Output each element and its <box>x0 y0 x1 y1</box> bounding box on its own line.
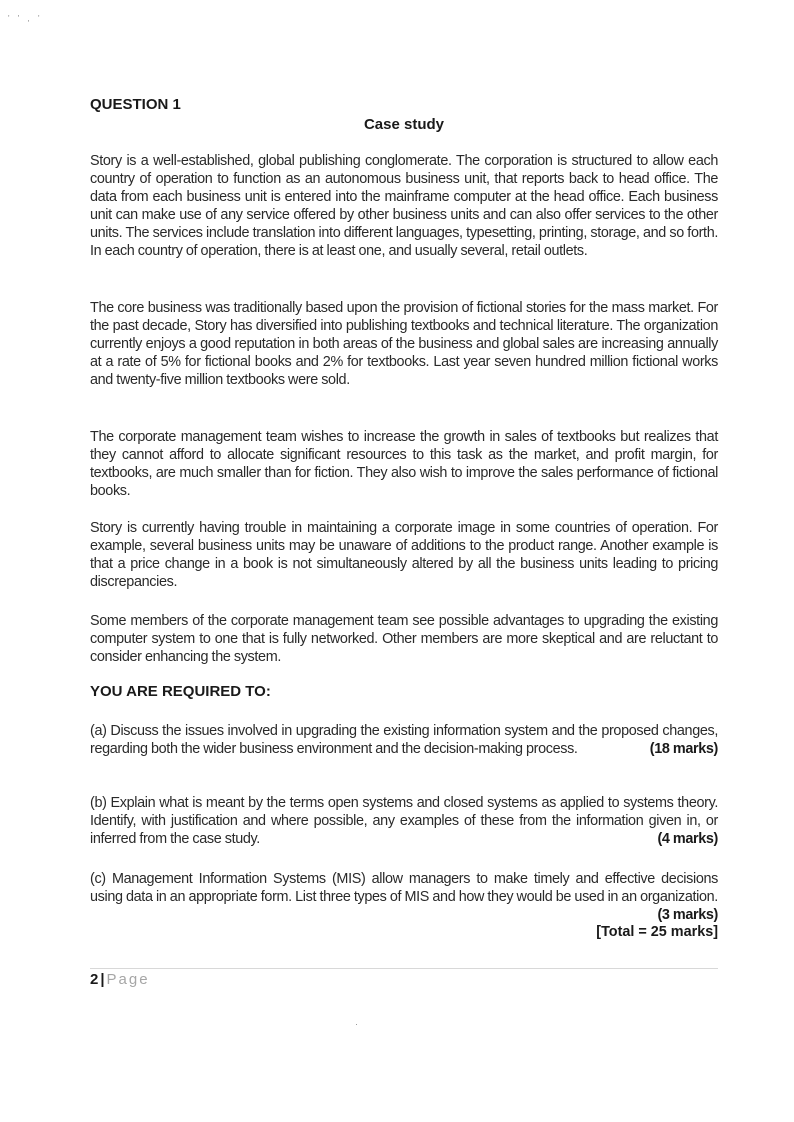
page-footer <box>90 971 150 988</box>
page-label: Page <box>106 971 150 988</box>
requirement-a-text: (a) Discuss the issues involved in upgrading the existing information system and the proposed changes, regarding both the wider business environment and the decision-making process. <box>90 723 718 758</box>
requirement-b-marks: (4 marks) <box>657 831 718 848</box>
page-number: 2 <box>90 971 99 988</box>
total-marks: [Total = 25 marks] <box>596 924 718 940</box>
requirements-heading: YOU ARE REQUIRED TO: <box>90 683 271 700</box>
scan-artifact: ' ' , ' <box>8 14 43 23</box>
requirement-a <box>90 722 718 758</box>
requirement-b-text: (b) Explain what is meant by the terms open systems and closed systems as applied to systems theory. Identify, with justification and where possible, any examples of these from the information given in, or inferred from the case study. <box>90 795 718 848</box>
case-paragraph-4: Story is currently having trouble in maintaining a corporate image in some countries of operation. For example, several business units may be unaware of additions to the product range. Another example is that a price change in a book is not simultaneously altered by all the business units leading to pricing discrepancies. <box>90 520 718 591</box>
question-title: QUESTION 1 <box>90 96 181 113</box>
case-study-heading: Case study <box>363 116 445 133</box>
case-paragraph-2: The core business was traditionally based upon the provision of fictional stories for the mass market. For the past decade, Story has diversified into publishing textbooks and technical literature. The organization currently enjoys a good reputation in both areas of the business and global sales are increasing annually at a rate of 5% for fictional books and 2% for textbooks. Last year seven hundred million fictional works and twenty-five million textbooks were sold. <box>90 300 718 389</box>
requirement-c-text: (c) Management Information Systems (MIS) allow managers to make timely and effective decisions using data in an appropriate form. List three types of MIS and how they would be used in an organization. <box>90 871 718 906</box>
requirement-c <box>90 870 718 924</box>
case-paragraph-3: The corporate management team wishes to increase the growth in sales of textbooks but realizes that they cannot afford to allocate significant resources to this task as the market, and profit margin, for textbooks, are much smaller than for fiction. They also wish to improve the sales performance of fictional books. <box>90 429 718 500</box>
requirement-c-marks: (3 marks) <box>657 907 718 924</box>
footer-separator: | <box>100 971 105 988</box>
scan-speck <box>356 1024 357 1025</box>
requirement-a-marks: (18 marks) <box>649 741 718 758</box>
requirement-b <box>90 794 718 848</box>
footer-divider <box>90 968 718 969</box>
case-paragraph-5: Some members of the corporate management team see possible advantages to upgrading the existing computer system to one that is fully networked. Other members are more skeptical and are reluctant to consider enhancing the system. <box>90 613 718 666</box>
case-paragraph-1: Story is a well-established, global publishing conglomerate. The corporation is structured to allow each country of operation to function as an autonomous business unit, that reports back to head office. The data from each business unit is entered into the mainframe computer at the head office. Each business unit can make use of any service offered by other business units and can also offer services to the other units. The services include translation into different languages, typesetting, printing, storage, and so forth. In each country of operation, there is at least one, and usually several, retail outlets. <box>90 153 718 260</box>
